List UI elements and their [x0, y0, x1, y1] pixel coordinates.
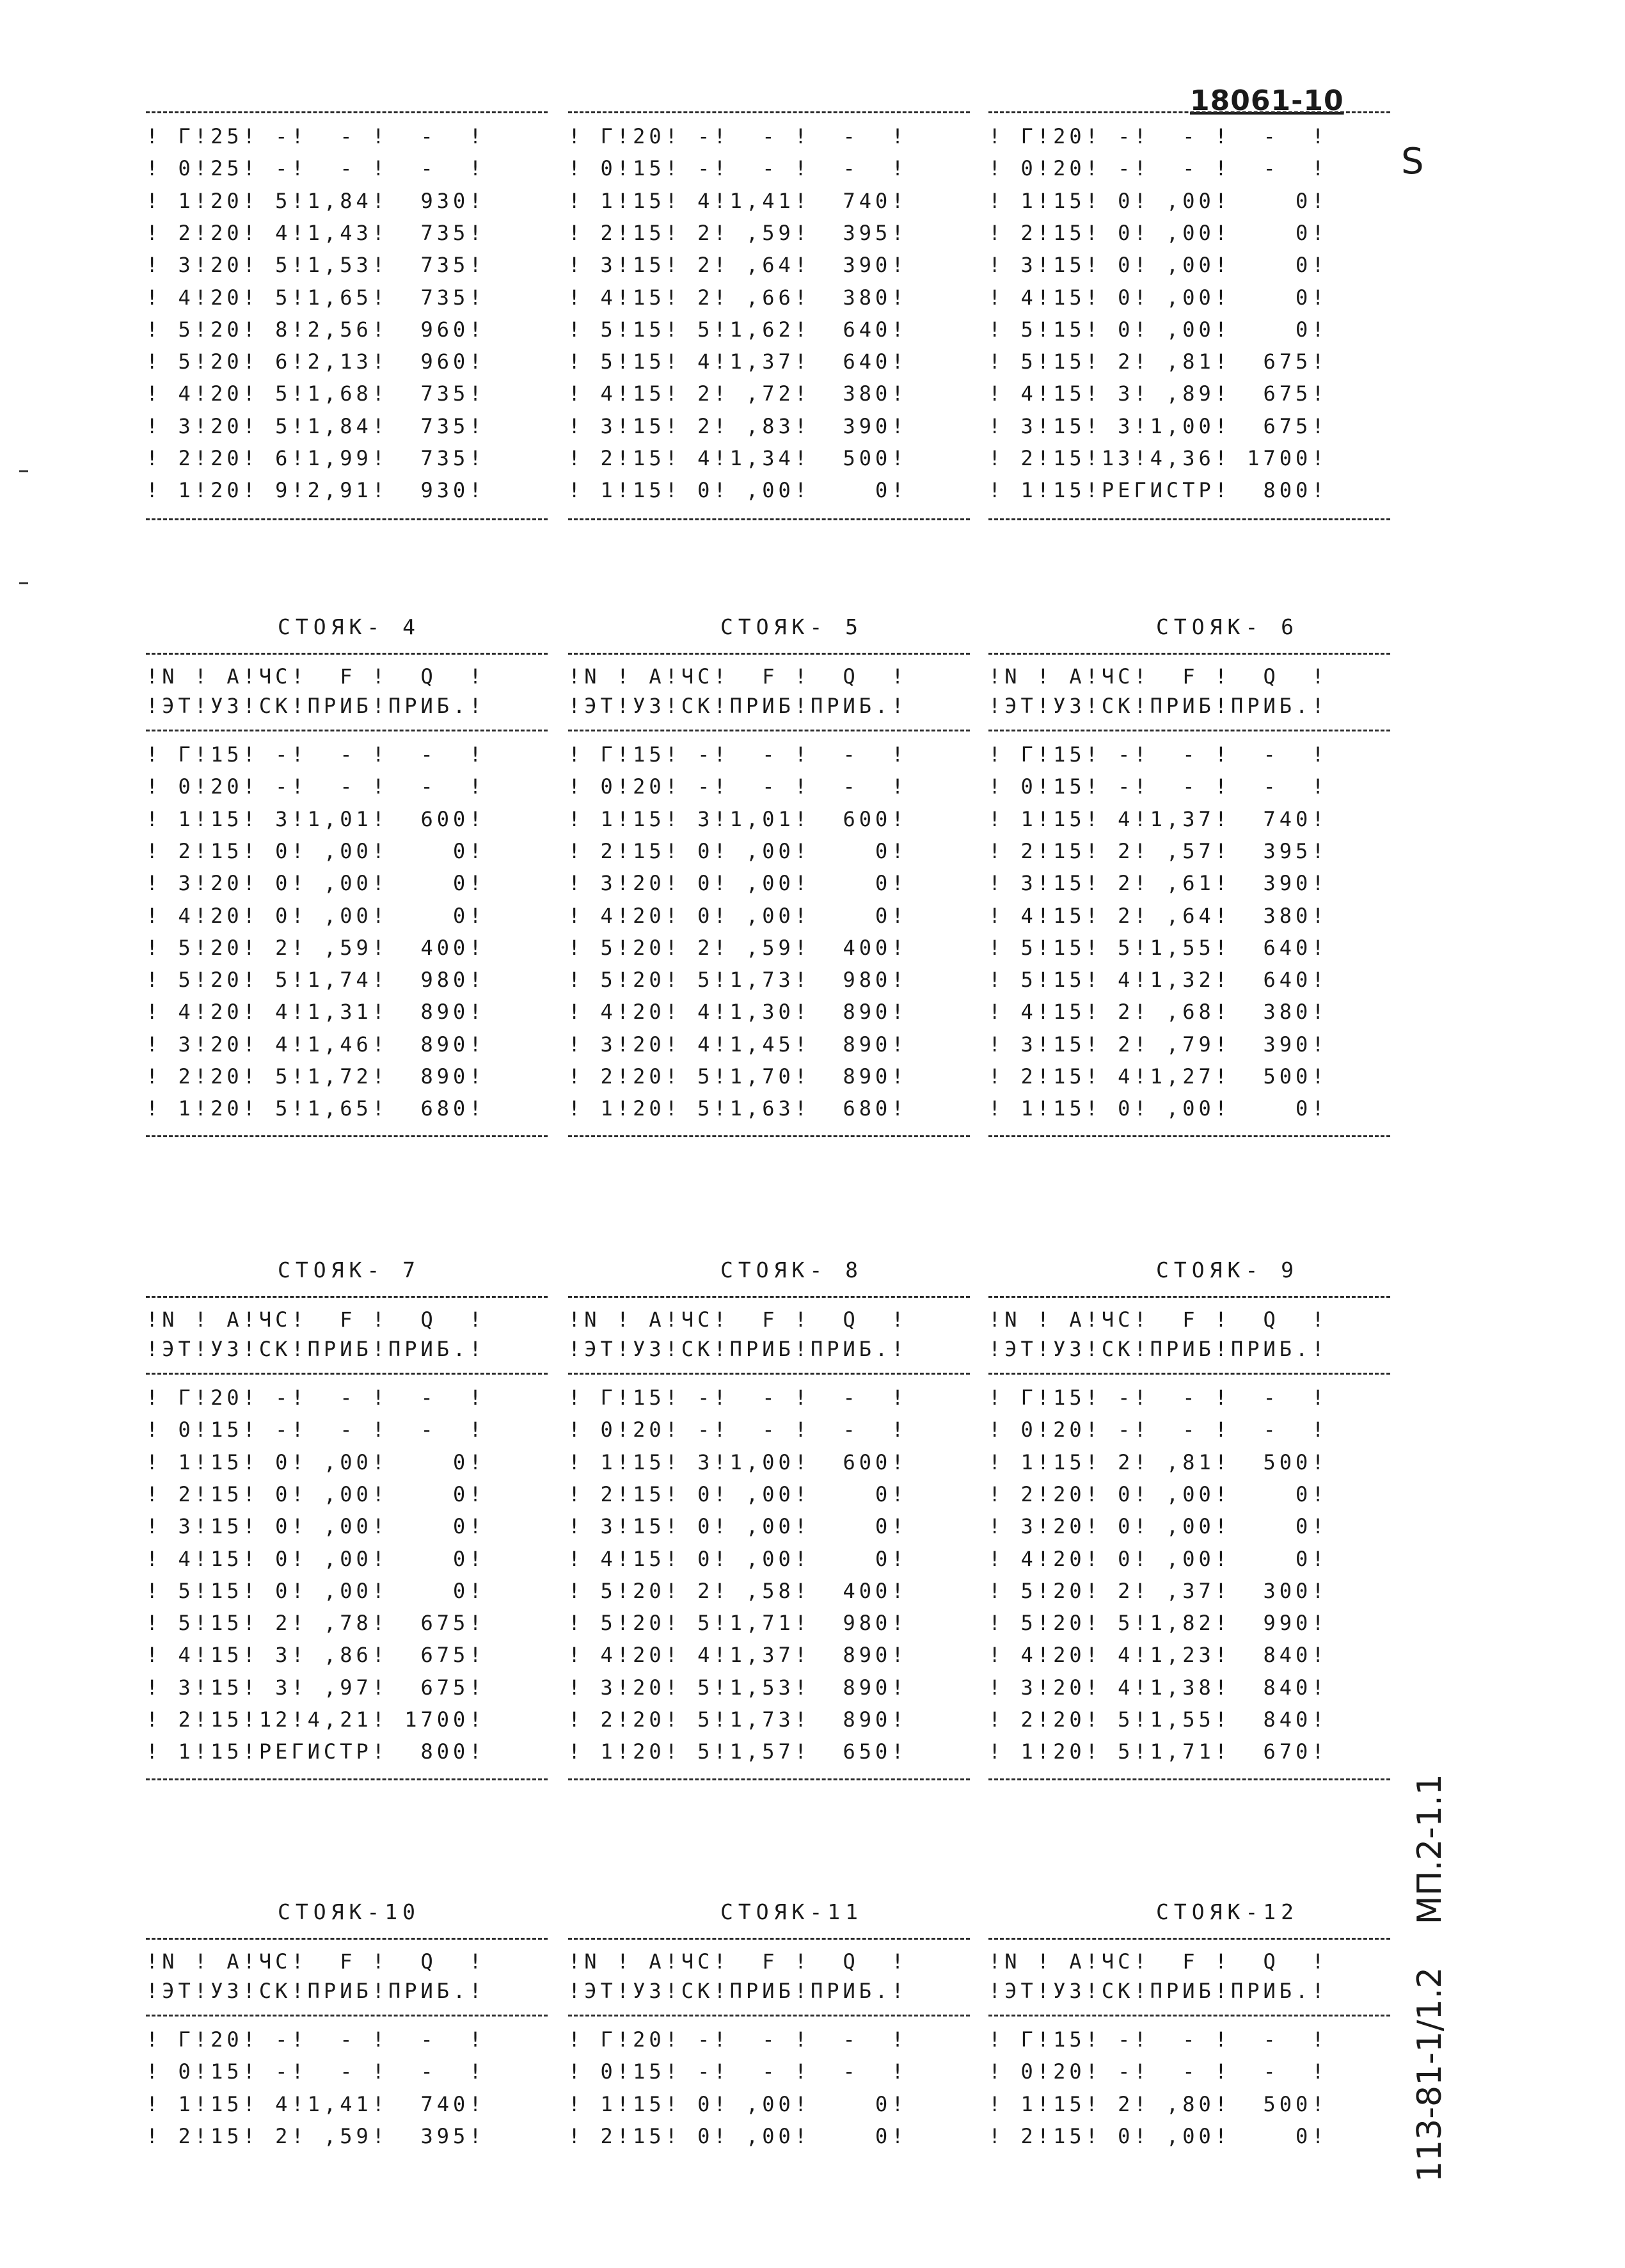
table-header: !N ! А!ЧС! F ! Q ! [146, 1949, 486, 1974]
table-row: ! 5!20! 2! ,59! 400! [568, 935, 908, 960]
table-title: СТОЯК- 8 [720, 1258, 863, 1282]
table-row: ! 3!20! 0! ,00! 0! [568, 871, 908, 896]
side-code-secondary: МП.2-1.1 [1411, 1774, 1449, 1925]
table-row: ! Г!20! -! - ! - ! [146, 2027, 486, 2052]
table-header: !N ! А!ЧС! F ! Q ! [988, 664, 1328, 689]
rule-mid [988, 1373, 1390, 1375]
table-row: ! 1!15! 4!1,41! 740! [568, 188, 908, 213]
table-row: ! 2!15! 0! ,00! 0! [568, 838, 908, 863]
rule-mid [146, 730, 548, 731]
table-row: ! 0!15! -! - ! - ! [146, 1418, 486, 1442]
table-header: !ЭТ!УЗ!СК!ПРИБ!ПРИБ.! [568, 694, 908, 718]
table-row: ! 1!15! 2! ,80! 500! [988, 2091, 1328, 2116]
table-header: !N ! А!ЧС! F ! Q ! [146, 1307, 486, 1332]
table-row: ! 2!20! 6!1,99! 735! [146, 446, 486, 470]
table-row: ! Г!25! -! - ! - ! [146, 124, 486, 148]
rule-top [146, 1296, 548, 1298]
table-row: ! 1!15! 4!1,41! 740! [146, 2091, 486, 2116]
rule-bottom [568, 1135, 970, 1137]
table-row: ! 1!20! 5!1,84! 930! [146, 188, 486, 213]
table-header: !N ! А!ЧС! F ! Q ! [146, 664, 486, 689]
table-row: ! 2!15!12!4,21! 1700! [146, 1707, 486, 1732]
table-header: !ЭТ!УЗ!СК!ПРИБ!ПРИБ.! [988, 1979, 1328, 2003]
table-row: ! 3!15! 2! ,64! 390! [568, 253, 908, 278]
table-row: ! 3!15! 0! ,00! 0! [146, 1514, 486, 1539]
table-row: ! 1!20! 5!1,65! 680! [146, 1096, 486, 1121]
table-row: ! 3!20! 5!1,53! 890! [568, 1675, 908, 1700]
table-row: ! 4!15! 2! ,72! 380! [568, 381, 908, 406]
table-row: ! Г!15! -! - ! - ! [988, 742, 1328, 767]
table-row: ! 2!15! 0! ,00! 0! [146, 838, 486, 863]
table-title: СТОЯК-10 [278, 1899, 420, 1924]
table-header: !ЭТ!УЗ!СК!ПРИБ!ПРИБ.! [146, 1337, 486, 1361]
table-row: ! 3!20! 4!1,38! 840! [988, 1675, 1328, 1700]
table-row: ! 2!15! 0! ,00! 0! [988, 220, 1328, 245]
table-row: ! 5!15! 4!1,32! 640! [988, 968, 1328, 993]
table-row: ! 5!15! 5!1,55! 640! [988, 935, 1328, 960]
rule-mid [146, 2015, 548, 2016]
table-row: ! 4!15! 2! ,66! 380! [568, 285, 908, 310]
rule-mid [988, 730, 1390, 731]
table-row: ! 5!15! 2! ,78! 675! [146, 1611, 486, 1636]
table-title: СТОЯК-11 [720, 1899, 863, 1924]
table-row: ! 5!15! 0! ,00! 0! [988, 317, 1328, 342]
table-row: ! Г!15! -! - ! - ! [146, 742, 486, 767]
table-row: ! 5!15! 2! ,81! 675! [988, 349, 1328, 374]
table-row: ! Г!15! -! - ! - ! [988, 1386, 1328, 1410]
rule-bottom [146, 1778, 548, 1780]
table-header: !ЭТ!УЗ!СК!ПРИБ!ПРИБ.! [146, 694, 486, 718]
table-row: ! 1!15! 3!1,01! 600! [146, 806, 486, 831]
rule-mid [568, 730, 970, 731]
table-row: ! 4!20! 5!1,68! 735! [146, 381, 486, 406]
table-row: ! 5!20! 5!1,74! 980! [146, 968, 486, 993]
table-header: !N ! А!ЧС! F ! Q ! [568, 1307, 908, 1332]
table-row: ! 2!20! 0! ,00! 0! [988, 1481, 1328, 1506]
table-row: ! Г!20! -! - ! - ! [988, 124, 1328, 148]
rule-bottom [146, 1135, 548, 1137]
table-row: ! 4!15! 0! ,00! 0! [988, 285, 1328, 310]
page-mark: S [1401, 141, 1424, 182]
rule-mid [568, 2015, 970, 2016]
table-row: ! 1!15! 3!1,00! 600! [568, 1449, 908, 1474]
table-row: ! 3!15! 2! ,79! 390! [988, 1032, 1328, 1057]
rule-top [988, 111, 1390, 113]
rule-top [146, 653, 548, 655]
side-code-primary: 113-81-1/1.2 [1411, 1967, 1449, 2182]
table-row: ! 2!15! 2! ,57! 395! [988, 838, 1328, 863]
rule-top [146, 1938, 548, 1940]
table-row: ! 2!15! 4!1,34! 500! [568, 446, 908, 470]
table-row: ! 2!15! 0! ,00! 0! [988, 2123, 1328, 2148]
table-row: ! 1!15! 0! ,00! 0! [988, 1096, 1328, 1121]
rule-top [568, 1296, 970, 1298]
table-row: ! 4!20! 0! ,00! 0! [146, 903, 486, 928]
table-row: ! 0!20! -! - ! - ! [146, 774, 486, 799]
table-row: ! 1!20! 9!2,91! 930! [146, 478, 486, 503]
table-row: ! 2!15! 2! ,59! 395! [146, 2123, 486, 2148]
table-row: ! 0!20! -! - ! - ! [568, 1418, 908, 1442]
table-row: ! 2!20! 5!1,70! 890! [568, 1064, 908, 1089]
table-row: ! 0!20! -! - ! - ! [568, 774, 908, 799]
stray-mark [19, 582, 28, 584]
table-row: ! 4!15! 0! ,00! 0! [146, 1546, 486, 1571]
table-row: ! 1!15!РЕГИСТР! 800! [146, 1739, 486, 1764]
rule-top [568, 653, 970, 655]
rule-bottom [988, 518, 1390, 520]
table-header: !N ! А!ЧС! F ! Q ! [988, 1307, 1328, 1332]
table-row: ! 3!15! 3! ,97! 675! [146, 1675, 486, 1700]
table-row: ! 4!15! 0! ,00! 0! [568, 1546, 908, 1571]
table-title: СТОЯК- 6 [1156, 614, 1299, 639]
table-title: СТОЯК- 7 [278, 1258, 420, 1282]
table-row: ! 3!20! 4!1,46! 890! [146, 1032, 486, 1057]
table-row: ! 1!20! 5!1,57! 650! [568, 1739, 908, 1764]
table-row: ! Г!15! -! - ! - ! [568, 742, 908, 767]
table-row: ! 0!15! -! - ! - ! [146, 2059, 486, 2084]
table-header: !ЭТ!УЗ!СК!ПРИБ!ПРИБ.! [988, 694, 1328, 718]
rule-top [568, 1938, 970, 1940]
rule-top [146, 111, 548, 113]
table-row: ! 4!20! 5!1,65! 735! [146, 285, 486, 310]
table-row: ! 3!15! 0! ,00! 0! [988, 253, 1328, 278]
table-row: ! 1!15! 0! ,00! 0! [988, 188, 1328, 213]
table-row: ! 5!20! 5!1,82! 990! [988, 1611, 1328, 1636]
table-row: ! Г!20! -! - ! - ! [568, 124, 908, 148]
table-row: ! Г!15! -! - ! - ! [568, 1386, 908, 1410]
table-row: ! 1!15!РЕГИСТР! 800! [988, 478, 1328, 503]
table-row: ! Г!20! -! - ! - ! [568, 2027, 908, 2052]
table-row: ! 2!15! 0! ,00! 0! [568, 2123, 908, 2148]
table-title: СТОЯК- 5 [720, 614, 863, 639]
table-row: ! 5!15! 0! ,00! 0! [146, 1578, 486, 1603]
table-row: ! 1!15! 4!1,37! 740! [988, 806, 1328, 831]
rule-top [568, 111, 970, 113]
side-code [1411, 1774, 1449, 2182]
rule-top [988, 1296, 1390, 1298]
table-row: ! 2!15! 0! ,00! 0! [568, 1481, 908, 1506]
table-row: ! 5!20! 5!1,71! 980! [568, 1611, 908, 1636]
table-row: ! 4!15! 3! ,89! 675! [988, 381, 1328, 406]
table-row: ! 3!15! 3!1,00! 675! [988, 413, 1328, 438]
table-header: !N ! А!ЧС! F ! Q ! [988, 1949, 1328, 1974]
rule-mid [988, 2015, 1390, 2016]
table-row: ! 1!20! 5!1,71! 670! [988, 1739, 1328, 1764]
table-row: ! 1!15! 0! ,00! 0! [568, 478, 908, 503]
table-row: ! 4!20! 4!1,31! 890! [146, 1000, 486, 1025]
table-row: ! 0!25! -! - ! - ! [146, 156, 486, 181]
rule-top [988, 1938, 1390, 1940]
rule-bottom [988, 1135, 1390, 1137]
table-row: ! 5!20! 2! ,37! 300! [988, 1578, 1328, 1603]
stray-mark [19, 470, 28, 472]
table-row: ! 1!15! 0! ,00! 0! [568, 2091, 908, 2116]
table-row: ! 5!20! 2! ,59! 400! [146, 935, 486, 960]
table-row: ! Г!15! -! - ! - ! [988, 2027, 1328, 2052]
table-row: ! 4!20! 4!1,37! 890! [568, 1643, 908, 1668]
rule-mid [568, 1373, 970, 1375]
table-row: ! 5!15! 5!1,62! 640! [568, 317, 908, 342]
table-row: ! 3!15! 2! ,83! 390! [568, 413, 908, 438]
table-row: ! 3!15! 0! ,00! 0! [568, 1514, 908, 1539]
table-row: ! 2!20! 5!1,72! 890! [146, 1064, 486, 1089]
table-row: ! 2!15! 4!1,27! 500! [988, 1064, 1328, 1089]
table-row: ! 2!15!13!4,36! 1700! [988, 446, 1328, 470]
table-row: ! 5!20! 2! ,58! 400! [568, 1578, 908, 1603]
table-row: ! 3!20! 4!1,45! 890! [568, 1032, 908, 1057]
rule-top [988, 653, 1390, 655]
table-row: ! 3!15! 2! ,61! 390! [988, 871, 1328, 896]
table-row: ! 0!15! -! - ! - ! [568, 156, 908, 181]
table-row: ! 5!15! 4!1,37! 640! [568, 349, 908, 374]
table-row: ! 3!20! 0! ,00! 0! [988, 1514, 1328, 1539]
table-header: !ЭТ!УЗ!СК!ПРИБ!ПРИБ.! [988, 1337, 1328, 1361]
table-row: ! 1!15! 2! ,81! 500! [988, 1449, 1328, 1474]
table-row: ! 4!20! 4!1,23! 840! [988, 1643, 1328, 1668]
rule-mid [146, 1373, 548, 1375]
table-title: СТОЯК- 9 [1156, 1258, 1299, 1282]
table-row: ! 3!20! 0! ,00! 0! [146, 871, 486, 896]
table-header: !ЭТ!УЗ!СК!ПРИБ!ПРИБ.! [568, 1979, 908, 2003]
rule-bottom [988, 1778, 1390, 1780]
table-row: ! 2!20! 5!1,73! 890! [568, 1707, 908, 1732]
table-row: ! 0!20! -! - ! - ! [988, 1418, 1328, 1442]
rule-bottom [146, 518, 548, 520]
rule-bottom [568, 1778, 970, 1780]
table-row: ! 4!20! 0! ,00! 0! [988, 1546, 1328, 1571]
table-row: ! 5!20! 8!2,56! 960! [146, 317, 486, 342]
table-row: ! 1!20! 5!1,63! 680! [568, 1096, 908, 1121]
table-header: !ЭТ!УЗ!СК!ПРИБ!ПРИБ.! [146, 1979, 486, 2003]
table-row: ! 2!15! 0! ,00! 0! [146, 1481, 486, 1506]
table-row: ! 4!15! 3! ,86! 675! [146, 1643, 486, 1668]
table-row: ! Г!20! -! - ! - ! [146, 1386, 486, 1410]
table-row: ! 0!15! -! - ! - ! [568, 2059, 908, 2084]
table-header: !ЭТ!УЗ!СК!ПРИБ!ПРИБ.! [568, 1337, 908, 1361]
table-title: СТОЯК- 4 [278, 614, 420, 639]
table-row: ! 2!15! 2! ,59! 395! [568, 220, 908, 245]
table-header: !N ! А!ЧС! F ! Q ! [568, 664, 908, 689]
table-header: !N ! А!ЧС! F ! Q ! [568, 1949, 908, 1974]
table-row: ! 0!20! -! - ! - ! [988, 2059, 1328, 2084]
table-row: ! 0!15! -! - ! - ! [988, 774, 1328, 799]
table-row: ! 3!20! 5!1,84! 735! [146, 413, 486, 438]
table-title: СТОЯК-12 [1156, 1899, 1299, 1924]
table-row: ! 3!20! 5!1,53! 735! [146, 253, 486, 278]
table-row: ! 4!15! 2! ,64! 380! [988, 903, 1328, 928]
table-row: ! 4!20! 4!1,30! 890! [568, 1000, 908, 1025]
table-row: ! 0!20! -! - ! - ! [988, 156, 1328, 181]
table-row: ! 2!20! 5!1,55! 840! [988, 1707, 1328, 1732]
table-row: ! 5!20! 6!2,13! 960! [146, 349, 486, 374]
table-row: ! 5!20! 5!1,73! 980! [568, 968, 908, 993]
table-row: ! 1!15! 3!1,01! 600! [568, 806, 908, 831]
rule-bottom [568, 518, 970, 520]
table-row: ! 4!15! 2! ,68! 380! [988, 1000, 1328, 1025]
table-row: ! 1!15! 0! ,00! 0! [146, 1449, 486, 1474]
doc-number: 18061-10 [1190, 84, 1344, 117]
table-row: ! 4!20! 0! ,00! 0! [568, 903, 908, 928]
table-row: ! 2!20! 4!1,43! 735! [146, 220, 486, 245]
